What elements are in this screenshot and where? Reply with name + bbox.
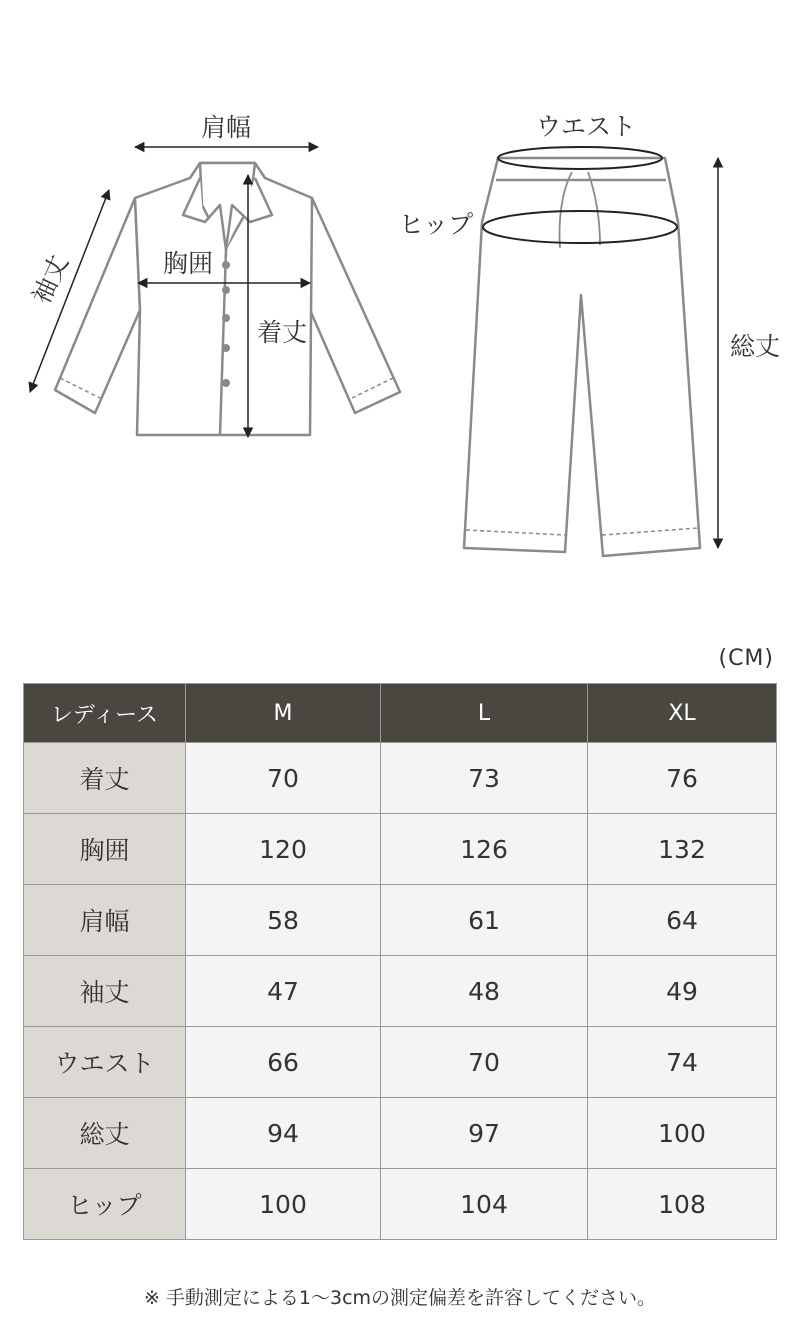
cell-m: 47 xyxy=(186,956,381,1027)
cell-xl: 64 xyxy=(588,885,777,956)
total-length-label: 総丈 xyxy=(729,332,781,361)
shirt-button xyxy=(222,261,230,269)
row-label: 総丈 xyxy=(24,1098,186,1169)
length-label: 着丈 xyxy=(256,318,308,347)
cell-m: 66 xyxy=(186,1027,381,1098)
header-size-xl: XL xyxy=(588,684,777,743)
shirt-button xyxy=(222,286,230,294)
cell-xl: 108 xyxy=(588,1169,777,1240)
table-row xyxy=(24,1169,777,1240)
row-label: 肩幅 xyxy=(24,885,186,956)
shoulder-label: 肩幅 xyxy=(200,113,252,142)
table-header-row xyxy=(24,684,777,743)
cell-l: 61 xyxy=(381,885,588,956)
shirt-button xyxy=(222,379,230,387)
hip-label: ヒップ xyxy=(398,210,474,239)
cell-l: 73 xyxy=(381,743,588,814)
cell-l: 126 xyxy=(381,814,588,885)
cell-m: 100 xyxy=(186,1169,381,1240)
table-row xyxy=(24,956,777,1027)
header-size-l: L xyxy=(381,684,588,743)
unit-label: (CM) xyxy=(718,646,774,671)
table-row xyxy=(24,743,777,814)
sleeve-label: 袖丈 xyxy=(26,250,75,309)
cell-xl: 132 xyxy=(588,814,777,885)
cell-l: 97 xyxy=(381,1098,588,1169)
table-row xyxy=(24,885,777,956)
cell-l: 70 xyxy=(381,1027,588,1098)
cell-m: 94 xyxy=(186,1098,381,1169)
waist-label: ウエスト xyxy=(535,112,637,141)
header-category: レディース xyxy=(24,684,186,743)
cell-xl: 76 xyxy=(588,743,777,814)
shirt-button xyxy=(222,314,230,322)
row-label: ヒップ xyxy=(24,1169,186,1240)
cell-xl: 100 xyxy=(588,1098,777,1169)
table-row xyxy=(24,1027,777,1098)
chest-label: 胸囲 xyxy=(162,249,214,278)
cell-m: 58 xyxy=(186,885,381,956)
size-diagram xyxy=(0,0,800,600)
cell-m: 70 xyxy=(186,743,381,814)
cell-xl: 49 xyxy=(588,956,777,1027)
cell-xl: 74 xyxy=(588,1027,777,1098)
row-label: 袖丈 xyxy=(24,956,186,1027)
shirt-button xyxy=(222,344,230,352)
measurement-note: ※ 手動測定による1〜3cmの測定偏差を許容してください。 xyxy=(143,1287,657,1309)
table-row xyxy=(24,1098,777,1169)
cell-l: 48 xyxy=(381,956,588,1027)
row-label: 胸囲 xyxy=(24,814,186,885)
shirt-left-sleeve xyxy=(55,198,140,413)
cell-m: 120 xyxy=(186,814,381,885)
pajama-shirt-illustration xyxy=(55,163,400,435)
row-label: 着丈 xyxy=(24,743,186,814)
cell-l: 104 xyxy=(381,1169,588,1240)
size-chart-table xyxy=(23,683,777,1240)
table-row xyxy=(24,814,777,885)
row-label: ウエスト xyxy=(24,1027,186,1098)
header-size-m: M xyxy=(186,684,381,743)
